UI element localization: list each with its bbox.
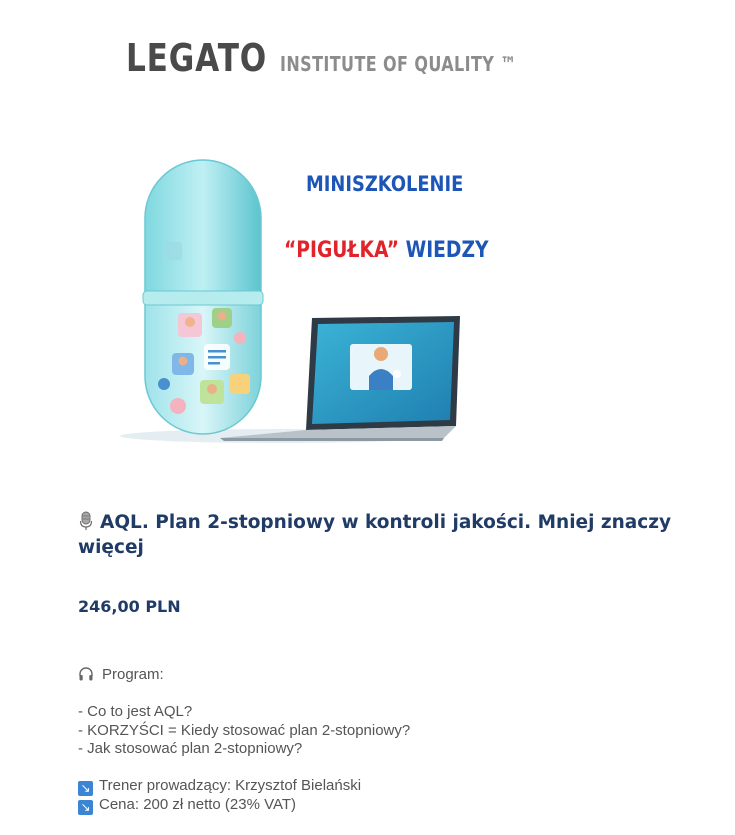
microphone-icon — [78, 511, 94, 531]
hero-title-miniszkolenie: MINISZKOLENIE — [306, 172, 464, 196]
hero-title-quoted: “PIGUŁKA” — [284, 238, 400, 263]
arrow-down-right-icon: ↘ — [78, 781, 93, 796]
capsule-pill — [143, 160, 263, 434]
program-heading — [78, 666, 410, 685]
program-item: - KORZYŚCI = Kiedy stosować plan 2-stopniowy? — [78, 721, 411, 739]
cost-line — [78, 796, 410, 815]
program-label: Program: — [102, 666, 164, 683]
program-item: - Jak stosować plan 2-stopniowy? — [78, 740, 303, 757]
trainer-text: Trener prowadzący: Krzysztof Bielański — [99, 777, 362, 794]
hero-title-pigulka — [284, 238, 489, 263]
brand-header — [126, 36, 576, 80]
arrow-down-right-icon: ↘ — [78, 800, 93, 815]
product-title-text: AQL. Plan 2-stopniowy w kontroli jakości. Mniej znaczy więcej — [78, 512, 672, 558]
trainer-line — [78, 777, 410, 796]
product-price: 246,00 PLN — [78, 597, 181, 616]
brand-tagline: INSTITUTE OF QUALITY ™ — [280, 52, 517, 76]
product-description — [78, 666, 410, 814]
cost-text: Cena: 200 zł netto (23% VAT) — [99, 795, 297, 813]
brand-logo: LEGATO — [126, 36, 268, 80]
hero-title-rest: WIEDZY — [405, 238, 489, 263]
program-item: - Co to jest AQL? — [78, 703, 193, 720]
product-title — [78, 510, 698, 560]
headphones-icon — [78, 666, 94, 682]
